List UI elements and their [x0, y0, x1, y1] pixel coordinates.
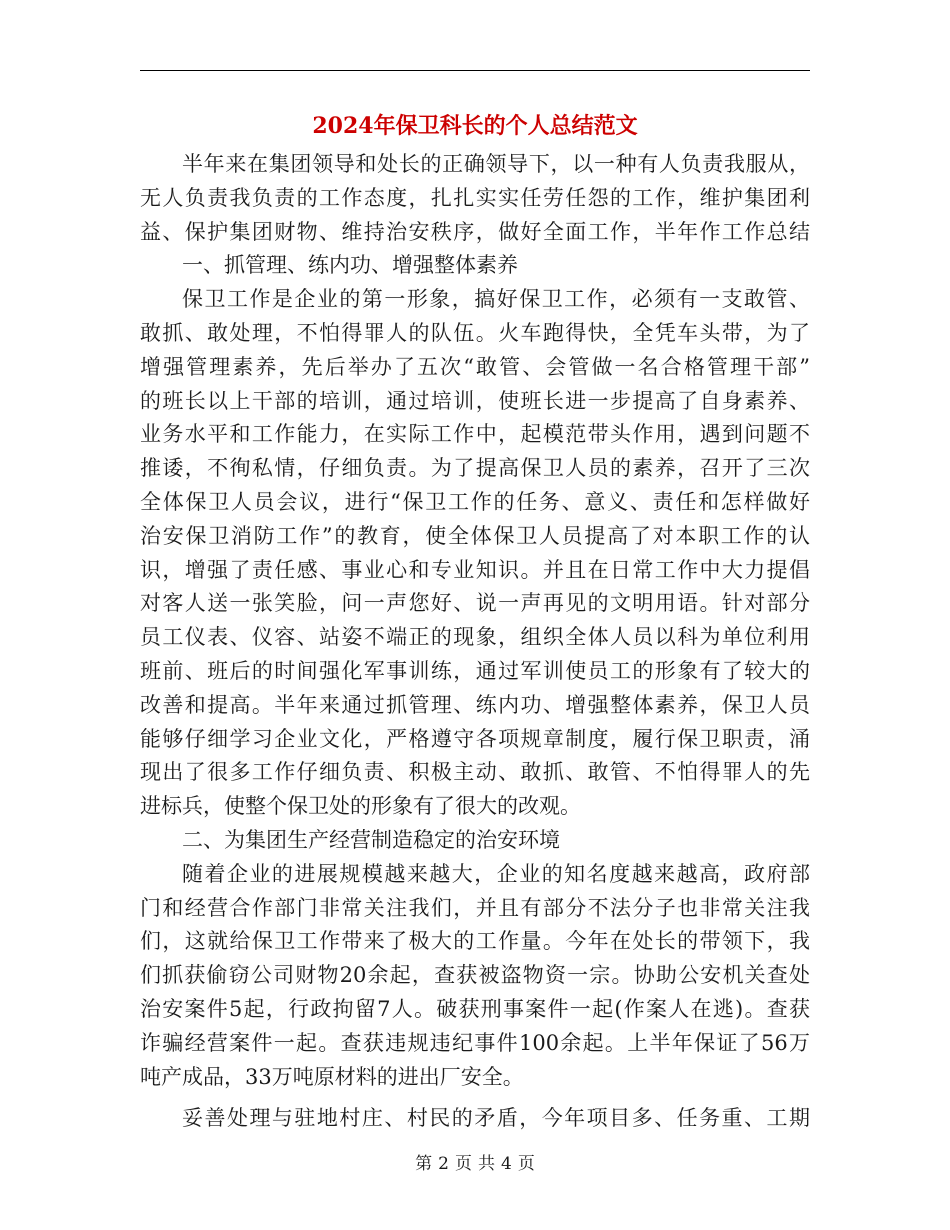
- text-line: 业务水平和工作能力，在实际工作中，起模范带头作用，遇到问题不: [140, 422, 810, 447]
- text-line: 进标兵，使整个保卫处的形象有了很大的改观。: [140, 794, 581, 819]
- text-line: 的班长以上干部的培训，通过培训，使班长进一步提高了自身素养、: [140, 388, 810, 413]
- text-line: 保卫工作是企业的第一形象，搞好保卫工作，必须有一支敢管、: [182, 287, 810, 312]
- section2-heading: 二、为集团生产经营制造稳定的治安环境: [182, 827, 560, 852]
- section1-heading: 一、抓管理、练内功、增强整体素养: [182, 253, 518, 278]
- header-rule: [140, 70, 810, 71]
- text-line: 识，增强了责任感、事业心和专业知识。并且在日常工作中大力提倡: [140, 557, 810, 582]
- text-line: 敢抓、敢处理，不怕得罪人的队伍。火车跑得快，全凭车头带，为了: [140, 320, 810, 345]
- text-line: 半年来在集团领导和处长的正确领导下，以一种有人负责我服从，: [182, 152, 810, 176]
- text-line: 随着企业的进展规模越来越大，企业的知名度越来越高，政府部: [182, 861, 810, 886]
- text-line: 吨产成品，33万吨原材料的进出厂安全。: [140, 1064, 524, 1089]
- section2-paragraph: [140, 858, 810, 1095]
- text-line: 们，这就给保卫工作带来了极大的工作量。今年在处长的带领下，我: [140, 929, 810, 954]
- text-line: 现出了很多工作仔细负责、积极主动、敢抓、敢管、不怕得罪人的先: [140, 760, 810, 785]
- intro-paragraph: [140, 148, 810, 249]
- section1-paragraph: [140, 283, 810, 824]
- footer-suffix: 页: [517, 1154, 535, 1174]
- footer-total-pages: 4: [501, 1154, 512, 1174]
- text-line: 改善和提高。半年来通过抓管理、练内功、增强整体素养，保卫人员: [140, 692, 810, 717]
- text-line: 增强管理素养，先后举办了五次“敢管、会管做一名合格管理干部”: [140, 354, 810, 379]
- text-line: 全体保卫人员会议，进行“保卫工作的任务、意义、责任和怎样做好: [140, 489, 810, 514]
- text-line: 员工仪表、仪容、站姿不端正的现象，组织全体人员以科为单位利用: [140, 625, 810, 650]
- text-line: 能够仔细学习企业文化，严格遵守各项规章制度，履行保卫职责，涌: [140, 726, 810, 751]
- section-heading: [140, 824, 810, 858]
- text-line: 无人负责我负责的工作态度，扎扎实实任劳任怨的工作，维护集团利: [140, 185, 810, 210]
- page-footer: [140, 1152, 810, 1176]
- text-line: 治安保卫消防工作”的教育，使全体保卫人员提高了对本职工作的认: [140, 523, 810, 548]
- text-line: 妥善处理与驻地村庄、村民的矛盾，今年项目多、任务重、工期: [182, 1106, 810, 1131]
- paragraph-gap: [140, 1094, 810, 1102]
- document-body: [140, 148, 810, 1136]
- text-line: 们抓获偷窃公司财物20余起，查获被盗物资一宗。协助公安机关查处: [140, 963, 810, 988]
- text-line: 治安案件5起，行政拘留7人。破获刑事案件一起(作案人在逃)。查获: [140, 996, 810, 1021]
- footer-total-label: 共: [478, 1154, 495, 1174]
- footer-current-page: 2: [438, 1154, 449, 1174]
- text-line: 对客人送一张笑脸，问一声您好、说一声再见的文明用语。针对部分: [140, 591, 810, 616]
- text-line: 推诿，不徇私情，仔细负责。为了提高保卫人员的素养，召开了三次: [140, 456, 810, 481]
- document-title: 2024年保卫科长的个人总结范文: [312, 113, 638, 139]
- section-heading: [140, 249, 810, 283]
- text-line: 诈骗经营案件一起。查获违规违纪事件100余起。上半年保证了56万: [140, 1030, 810, 1055]
- text-line: 益、保护集团财物、维持治安秩序，做好全面工作，半年作工作总结: [140, 219, 810, 244]
- text-line: 门和经营合作部门非常关注我们，并且有部分不法分子也非常关注我: [140, 895, 810, 920]
- section3-paragraph: [140, 1102, 810, 1136]
- footer-page-word: 页: [455, 1154, 472, 1174]
- footer-prefix: 第: [415, 1154, 433, 1174]
- text-line: 班前、班后的时间强化军事训练，通过军训使员工的形象有了较大的: [140, 658, 810, 683]
